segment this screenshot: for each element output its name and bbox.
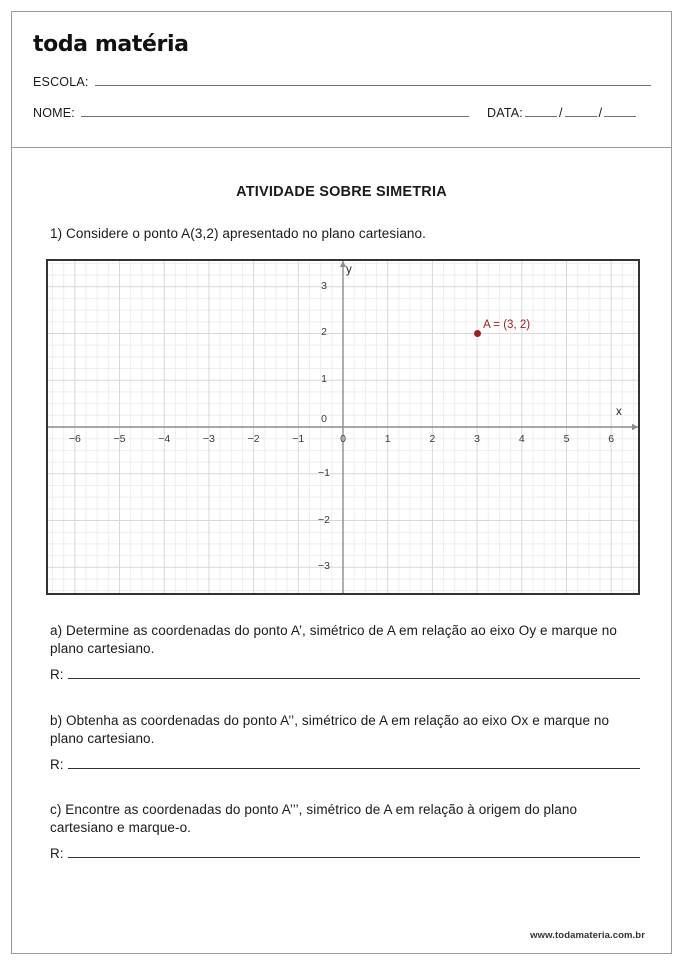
item-c-answer-label: R: xyxy=(50,846,64,861)
y-tick-label: 0 xyxy=(321,413,327,425)
x-tick-label: −5 xyxy=(113,433,126,445)
page-title: ATIVIDADE SOBRE SIMETRIA xyxy=(236,184,447,200)
item-a-text: a) Determine as coordenadas do ponto A’, simétrico de A em relação ao eixo Oy e marque no plano cartesiano. xyxy=(50,623,617,656)
question-1-statement: 1) Considere o ponto A(3,2) apresentado no plano cartesiano. xyxy=(50,226,426,241)
date-separator-1: / xyxy=(558,106,563,120)
x-tick-label: 0 xyxy=(340,433,346,445)
item-b-text: b) Obtenha as coordenadas do ponto A’’, simétrico de A em relação ao eixo Ox e marque no plano cartesiano. xyxy=(50,713,610,746)
item-a-answer-label: R: xyxy=(50,667,64,682)
item-c xyxy=(50,801,640,861)
item-b xyxy=(50,712,640,772)
x-tick-label: 1 xyxy=(384,433,391,445)
x-tick-label: 3 xyxy=(474,433,480,445)
item-b-answer-label: R: xyxy=(50,757,64,772)
y-tick-label: 3 xyxy=(321,279,327,292)
item-a xyxy=(50,622,640,682)
school-input-line[interactable] xyxy=(95,74,651,86)
item-b-answer-line[interactable] xyxy=(68,758,640,769)
date-separator-2: / xyxy=(598,106,603,120)
name-label: NOME: xyxy=(33,106,75,120)
school-label: ESCOLA: xyxy=(33,75,89,89)
item-c-answer-line[interactable] xyxy=(68,847,640,858)
x-tick-label: 2 xyxy=(429,433,436,445)
y-tick-label: 1 xyxy=(321,373,327,386)
item-c-answer-row xyxy=(50,846,640,861)
x-tick-label: −6 xyxy=(68,433,81,445)
y-axis-label: y xyxy=(346,264,352,276)
y-tick-label: 2 xyxy=(321,326,327,339)
x-tick-label: −3 xyxy=(202,433,215,445)
school-field-row xyxy=(33,74,651,89)
item-a-answer-row xyxy=(50,667,640,682)
name-input-line[interactable] xyxy=(81,105,469,117)
data-point-a xyxy=(474,330,481,337)
x-tick-label: −1 xyxy=(292,433,305,445)
date-label: DATA: xyxy=(486,106,523,120)
x-tick-label: 4 xyxy=(518,433,525,445)
x-tick-label: 6 xyxy=(608,433,615,445)
y-tick-label: −3 xyxy=(318,560,330,573)
x-tick-label: 5 xyxy=(563,433,570,445)
x-tick-label: −2 xyxy=(247,433,260,445)
y-tick-label: −2 xyxy=(318,513,330,526)
item-b-answer-row xyxy=(50,757,640,772)
grid-svg xyxy=(48,261,638,593)
x-axis-label: x xyxy=(616,406,622,418)
date-year-input[interactable] xyxy=(604,105,636,117)
y-tick-label: −1 xyxy=(318,466,330,479)
worksheet-page xyxy=(11,11,672,954)
data-point-a-label: A = (3, 2) xyxy=(483,319,531,332)
brand-logo: toda matéria xyxy=(33,32,189,57)
item-c-text: c) Encontre as coordenadas do ponto A’’’, simétrico de A em relação à origem do plano cartesiano e marque-o. xyxy=(50,802,578,835)
name-date-field-row xyxy=(33,105,638,120)
date-month-input[interactable] xyxy=(565,105,597,117)
worksheet-header xyxy=(12,12,671,148)
date-field-group xyxy=(487,105,638,120)
date-day-input[interactable] xyxy=(525,105,557,117)
item-a-answer-line[interactable] xyxy=(68,668,640,679)
x-tick-label: −4 xyxy=(158,433,171,445)
cartesian-plane xyxy=(46,259,640,595)
footer-url: www.todamateria.com.br xyxy=(530,930,645,941)
